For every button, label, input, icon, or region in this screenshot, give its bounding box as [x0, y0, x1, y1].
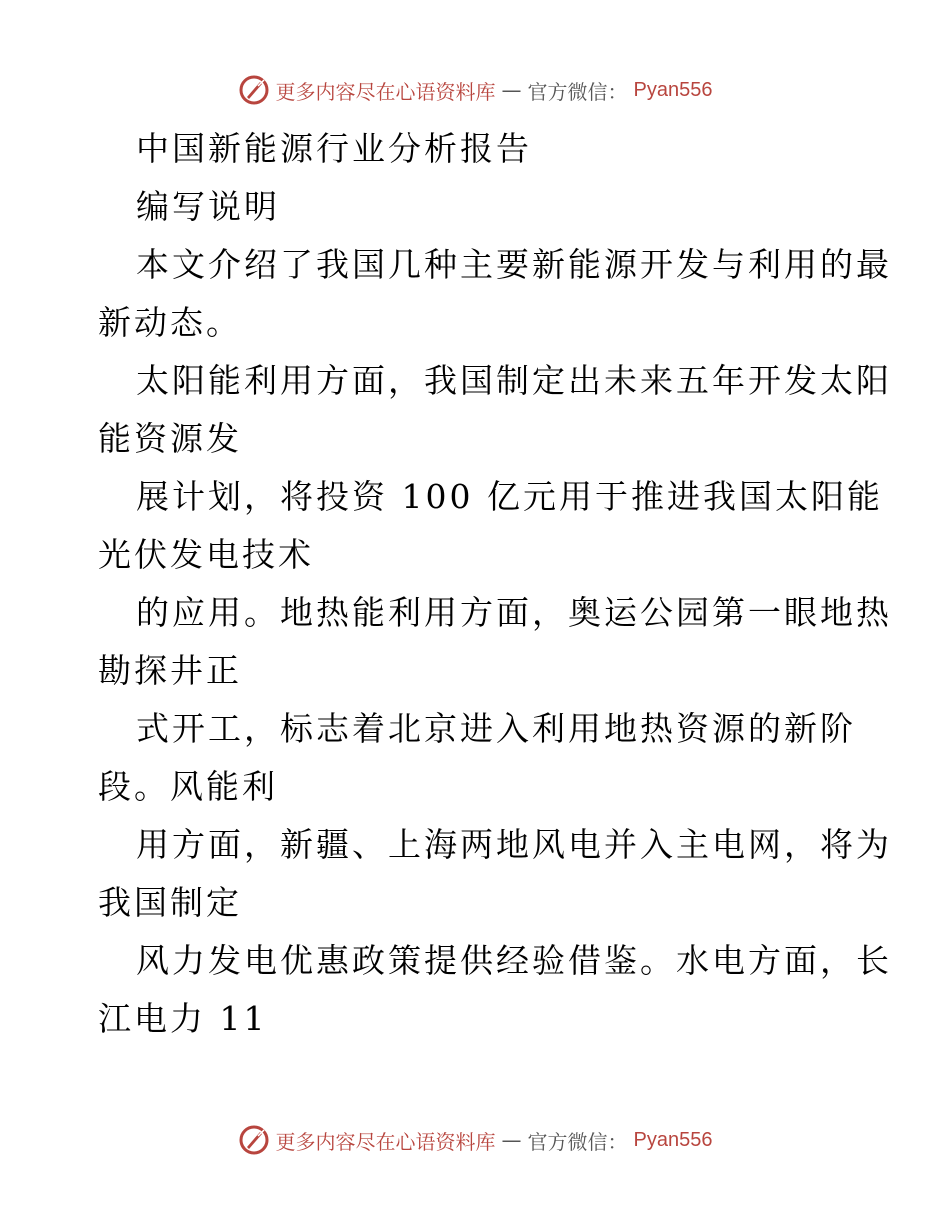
- paragraph-line: 的应用。地热能利用方面，奥运公园第一眼地热: [136, 593, 892, 632]
- paragraph-line: 段。风能利: [98, 767, 278, 806]
- paragraph-line: 太阳能利用方面，我国制定出未来五年开发太阳: [136, 361, 892, 400]
- feather-pen-logo-icon: [238, 74, 270, 106]
- header-wechat-id: Pyan556: [633, 78, 713, 101]
- footer-banner-dash: —: [501, 1128, 522, 1152]
- paragraph-line: 新动态。: [98, 303, 242, 342]
- document-title: 中国新能源行业分析报告: [136, 129, 532, 168]
- footer-banner: [0, 1120, 950, 1160]
- feather-pen-logo-icon: [238, 1124, 270, 1156]
- paragraph-line: 用方面，新疆、上海两地风电并入主电网，将为: [136, 825, 892, 864]
- footer-wechat-id: Pyan556: [633, 1128, 713, 1151]
- paragraph-line: 能资源发: [98, 419, 242, 458]
- footer-wechat-label: 官方微信：: [527, 1129, 628, 1154]
- paragraph-line: 江电力 11: [98, 999, 268, 1038]
- header-banner-dash: —: [501, 78, 522, 102]
- paragraph-line: 光伏发电技术: [98, 535, 314, 574]
- paragraph-line: 本文介绍了我国几种主要新能源开发与利用的最: [136, 245, 892, 284]
- header-banner-text: 更多内容尽在心语资料库: [275, 79, 496, 104]
- paragraph-line: 勘探井正: [98, 651, 242, 690]
- header-banner: [0, 70, 950, 110]
- footer-banner-text: 更多内容尽在心语资料库: [275, 1129, 496, 1154]
- section-heading: 编写说明: [136, 187, 280, 226]
- paragraph-line: 展计划，将投资 100 亿元用于推进我国太阳能: [136, 477, 883, 516]
- document-body: [98, 120, 892, 1048]
- header-wechat-label: 官方微信：: [527, 79, 628, 104]
- paragraph-line: 我国制定: [98, 883, 242, 922]
- paragraph-line: 式开工，标志着北京进入利用地热资源的新阶: [136, 709, 856, 748]
- paragraph-line: 风力发电优惠政策提供经验借鉴。水电方面，长: [136, 941, 892, 980]
